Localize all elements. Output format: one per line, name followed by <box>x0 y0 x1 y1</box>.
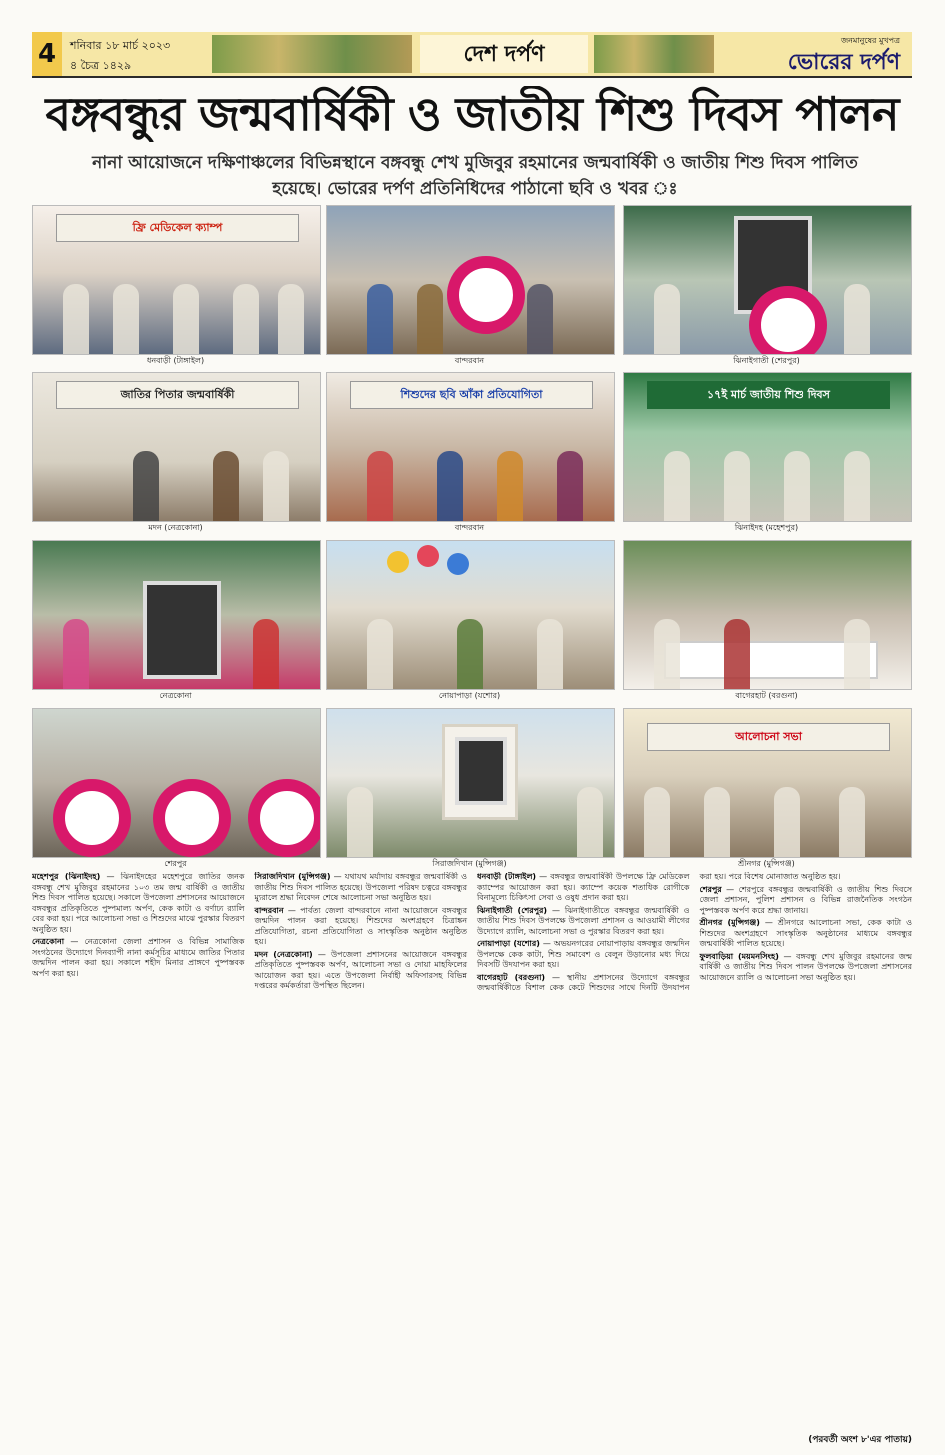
newspaper-logo: ভোরের দর্পণ <box>787 49 900 75</box>
news-photo <box>326 205 615 355</box>
photo-caption: শ্রীনগর (মুন্সিগঞ্জ) <box>738 859 795 868</box>
photo-caption: নেত্রকোনা <box>159 691 192 700</box>
header-photo-strip <box>212 35 412 73</box>
header-photo-strip <box>594 35 714 73</box>
article-paragraph: মদন (নেত্রকোনা) — উপজেলা প্রশাসনের আয়োজনে বঙ্গবন্ধুর প্রতিকৃতিতে পুষ্পস্তবক অর্পণ, আলোচনা সভা ও দোয়া মাহফিলের আয়োজন করা হয়। এতে উপজেলা নির্বাহী অফিসারসহ বিভিন্ন দপ্তরের কর্মকর্তারা উপস্থিত ছিলেন। <box>254 949 467 990</box>
news-photo <box>623 372 912 522</box>
photo-banner: জাতির পিতার জন্মবার্ষিকী <box>56 381 299 409</box>
news-photo <box>326 372 615 522</box>
page-header <box>32 32 912 78</box>
article-paragraph: শেরপুর — শেরপুরে বঙ্গবন্ধুর জন্মবার্ষিকী ও জাতীয় শিশু দিবসে জেলা প্রশাসন, পুলিশ প্রশাসন ও বিভিন্ন রাজনৈতিক সংগঠন পুষ্পস্তবক অর্পণ করে শ্রদ্ধা জানায়। <box>699 884 912 915</box>
article-paragraph: ঝিনাইগাতী (শেরপুর) — ঝিনাইগাতীতে বঙ্গবন্ধুর জন্মবার্ষিকী ও জাতীয় শিশু দিবস উপলক্ষে উপজেলা প্রশাসন ও আওয়ামী লীগের উদ্যোগে র‍্যালি, আলোচনা সভা ও পুরস্কার বিতরণ করা হয়। <box>477 905 690 936</box>
article-paragraph: সিরাজদিখান (মুন্সিগঞ্জ) — যথাযথ মর্যাদায় বঙ্গবন্ধুর জন্মবার্ষিকী ও জাতীয় শিশু দিবস পালিত হয়েছে। উপজেলা পরিষদ চত্বরে বঙ্গবন্ধুর ম্যুরালে শ্রদ্ধা নিবেদন শেষে আলোচনা সভা অনুষ্ঠিত হয়। <box>254 872 467 902</box>
page-number: 4 <box>32 32 62 76</box>
news-photo <box>326 540 615 690</box>
photo-caption: বান্দরবান <box>454 523 485 532</box>
article-paragraph: নোয়াপাড়া (যশোর) — অভয়নগরের নোয়াপাড়ায় বঙ্গবন্ধুর জন্মদিন উপলক্ষে কেক কাটা, শিশু সমাবেশ ও বেলুন উড়ানোর মধ্য দিয়ে দিবসটি উদযাপন করা হয়। <box>477 939 690 969</box>
photo-caption: শেরপুর <box>164 859 187 868</box>
article-body <box>32 872 912 1430</box>
news-photo <box>32 540 321 690</box>
photo-caption: ধনবাড়ী (টাঙ্গাইল) <box>146 356 205 365</box>
news-photo <box>623 708 912 858</box>
brand-tagline: জনমানুষের মুখপত্র <box>840 36 900 45</box>
article-paragraph: নেত্রকোনা — নেত্রকোনা জেলা প্রশাসন ও বিভিন্ন সামাজিক সংগঠনের উদ্যোগে দিনব্যাপী নানা কর্মসূচির মাধ্যমে জাতির পিতার জন্মদিন পালন করা হয়। সকালে শহীদ মিনার প্রাঙ্গণে পুষ্পস্তবক অর্পণ করা হয়। <box>32 937 245 978</box>
photo-banner: আলোচনা সভা <box>647 723 890 751</box>
photo-caption: বাগেরহাট (বরগুনা) <box>735 691 798 700</box>
photo-caption: মদন (নেত্রকোনা) <box>148 523 203 532</box>
photo-caption: বান্দরবান <box>454 356 485 365</box>
article-paragraph: বাগেরহাট (বরগুনা) — স্থানীয় প্রশাসনের উদ্যোগে বঙ্গবন্ধুর জন্মবার্ষিকীতে বিশাল কেক কেটে শিশুদের সাথে দিনটি উদযাপন করা হয়। পরে বিশেষ মোনাজাত অনুষ্ঠিত হয়। <box>477 872 841 992</box>
photo-caption: নোয়াপাড়া (যশোর) <box>438 691 501 700</box>
continued-note: (পরবর্তী অংশ ৮'এর পাতায়) <box>808 1435 912 1445</box>
photo-caption: ঝিনাইদহ (মহেশপুর) <box>734 523 799 532</box>
news-photo <box>32 205 321 355</box>
news-photo <box>623 205 912 355</box>
article-paragraph: বান্দরবান — পার্বত্য জেলা বান্দরবানে নানা আয়োজনে বঙ্গবন্ধুর জন্মদিন পালন করা হয়েছে। শিশুদের অংশগ্রহণে চিত্রাঙ্কন প্রতিযোগিতা, রচনা প্রতিযোগিতা ও সাংস্কৃতিক অনুষ্ঠান অনুষ্ঠিত হয়। <box>254 905 468 946</box>
subheadline: নানা আয়োজনে দক্ষিণাঞ্চলের বিভিন্নস্থানে বঙ্গবন্ধু শেখ মুজিবুর রহমানের জন্মবার্ষিকী ও জাতীয় শিশু দিবস পালিত হয়েছে। ভোরের দর্পণ প্রতিনিধিদের পাঠানো ছবি ও খবর ঃ <box>92 153 858 199</box>
photo-caption: সিরাজদিখান (মুন্সিগঞ্জ) <box>432 859 507 868</box>
article-paragraph: ধনবাড়ী (টাঙ্গাইল) — বঙ্গবন্ধুর জন্মবার্ষিকী উপলক্ষে ফ্রি মেডিকেল ক্যাম্পের আয়োজন করা হয়। ক্যাম্পে কয়েক শতাধিক রোগীকে বিনামূল্যে চিকিৎসা সেবা ও ওষুধ প্রদান করা হয়। <box>477 872 690 902</box>
article-paragraph: ফুলবাড়িয়া (ময়মনসিংহ) — বঙ্গবন্ধু শেখ মুজিবুর রহমানের জন্ম বার্ষিকী ও জাতীয় শিশু দিবস পালন উপলক্ষে উপজেলা প্রশাসনের আয়োজনে র‍্যালি ও আলোচনা সভা অনুষ্ঠিত হয়। <box>699 951 912 982</box>
headline: বঙ্গবন্ধুর জন্মবার্ষিকী ও জাতীয় শিশু দিবস পালন <box>45 87 899 141</box>
photo-banner: ফ্রি মেডিকেল ক্যাম্প <box>56 214 299 242</box>
news-photo <box>623 540 912 690</box>
news-photo <box>326 708 615 858</box>
article-paragraph: শ্রীনগর (মুন্সিগঞ্জ) — শ্রীনগরে আলোচনা সভা, কেক কাটা ও শিশুদের অংশগ্রহণে সাংস্কৃতিক অনুষ্ঠানের মাধ্যমে বঙ্গবন্ধুর জন্মবার্ষিকী পালিত হয়েছে। <box>699 918 912 948</box>
date-bengali: ৪ চৈত্র ১৪২৯ <box>70 59 132 72</box>
photo-caption: ঝিনাইগাতী (শেরপুর) <box>733 356 800 365</box>
section-title: দেশ দর্পণ <box>420 35 588 73</box>
photo-banner: শিশুদের ছবি আঁকা প্রতিযোগিতা <box>350 381 593 409</box>
article-paragraph: মহেশপুর (ঝিনাইদহ) — ঝিনাইদহের মহেশপুরে জাতির জনক বঙ্গবন্ধু শেখ মুজিবুর রহমানের ১০৩ তম জন্ম বার্ষিকী ও জাতীয় শিশু দিবস পালিত হয়েছে। সকালে উপজেলা প্রশাসনের আয়োজনে বঙ্গবন্ধুর প্রতিকৃতিতে পুষ্পমাল্য অর্পণ, কেক কাটা ও বর্ণাঢ্য র‍্যালি বের করা হয়। পরে আলোচনা সভা ও শিশুদের মাঝে পুরস্কার বিতরণ অনুষ্ঠিত হয়। <box>32 872 245 934</box>
photo-banner: ১৭ই মার্চ জাতীয় শিশু দিবস <box>647 381 890 409</box>
news-photo <box>32 708 321 858</box>
date-gregorian: শনিবার ১৮ মার্চ ২০২৩ <box>70 39 171 52</box>
news-photo <box>32 372 321 522</box>
